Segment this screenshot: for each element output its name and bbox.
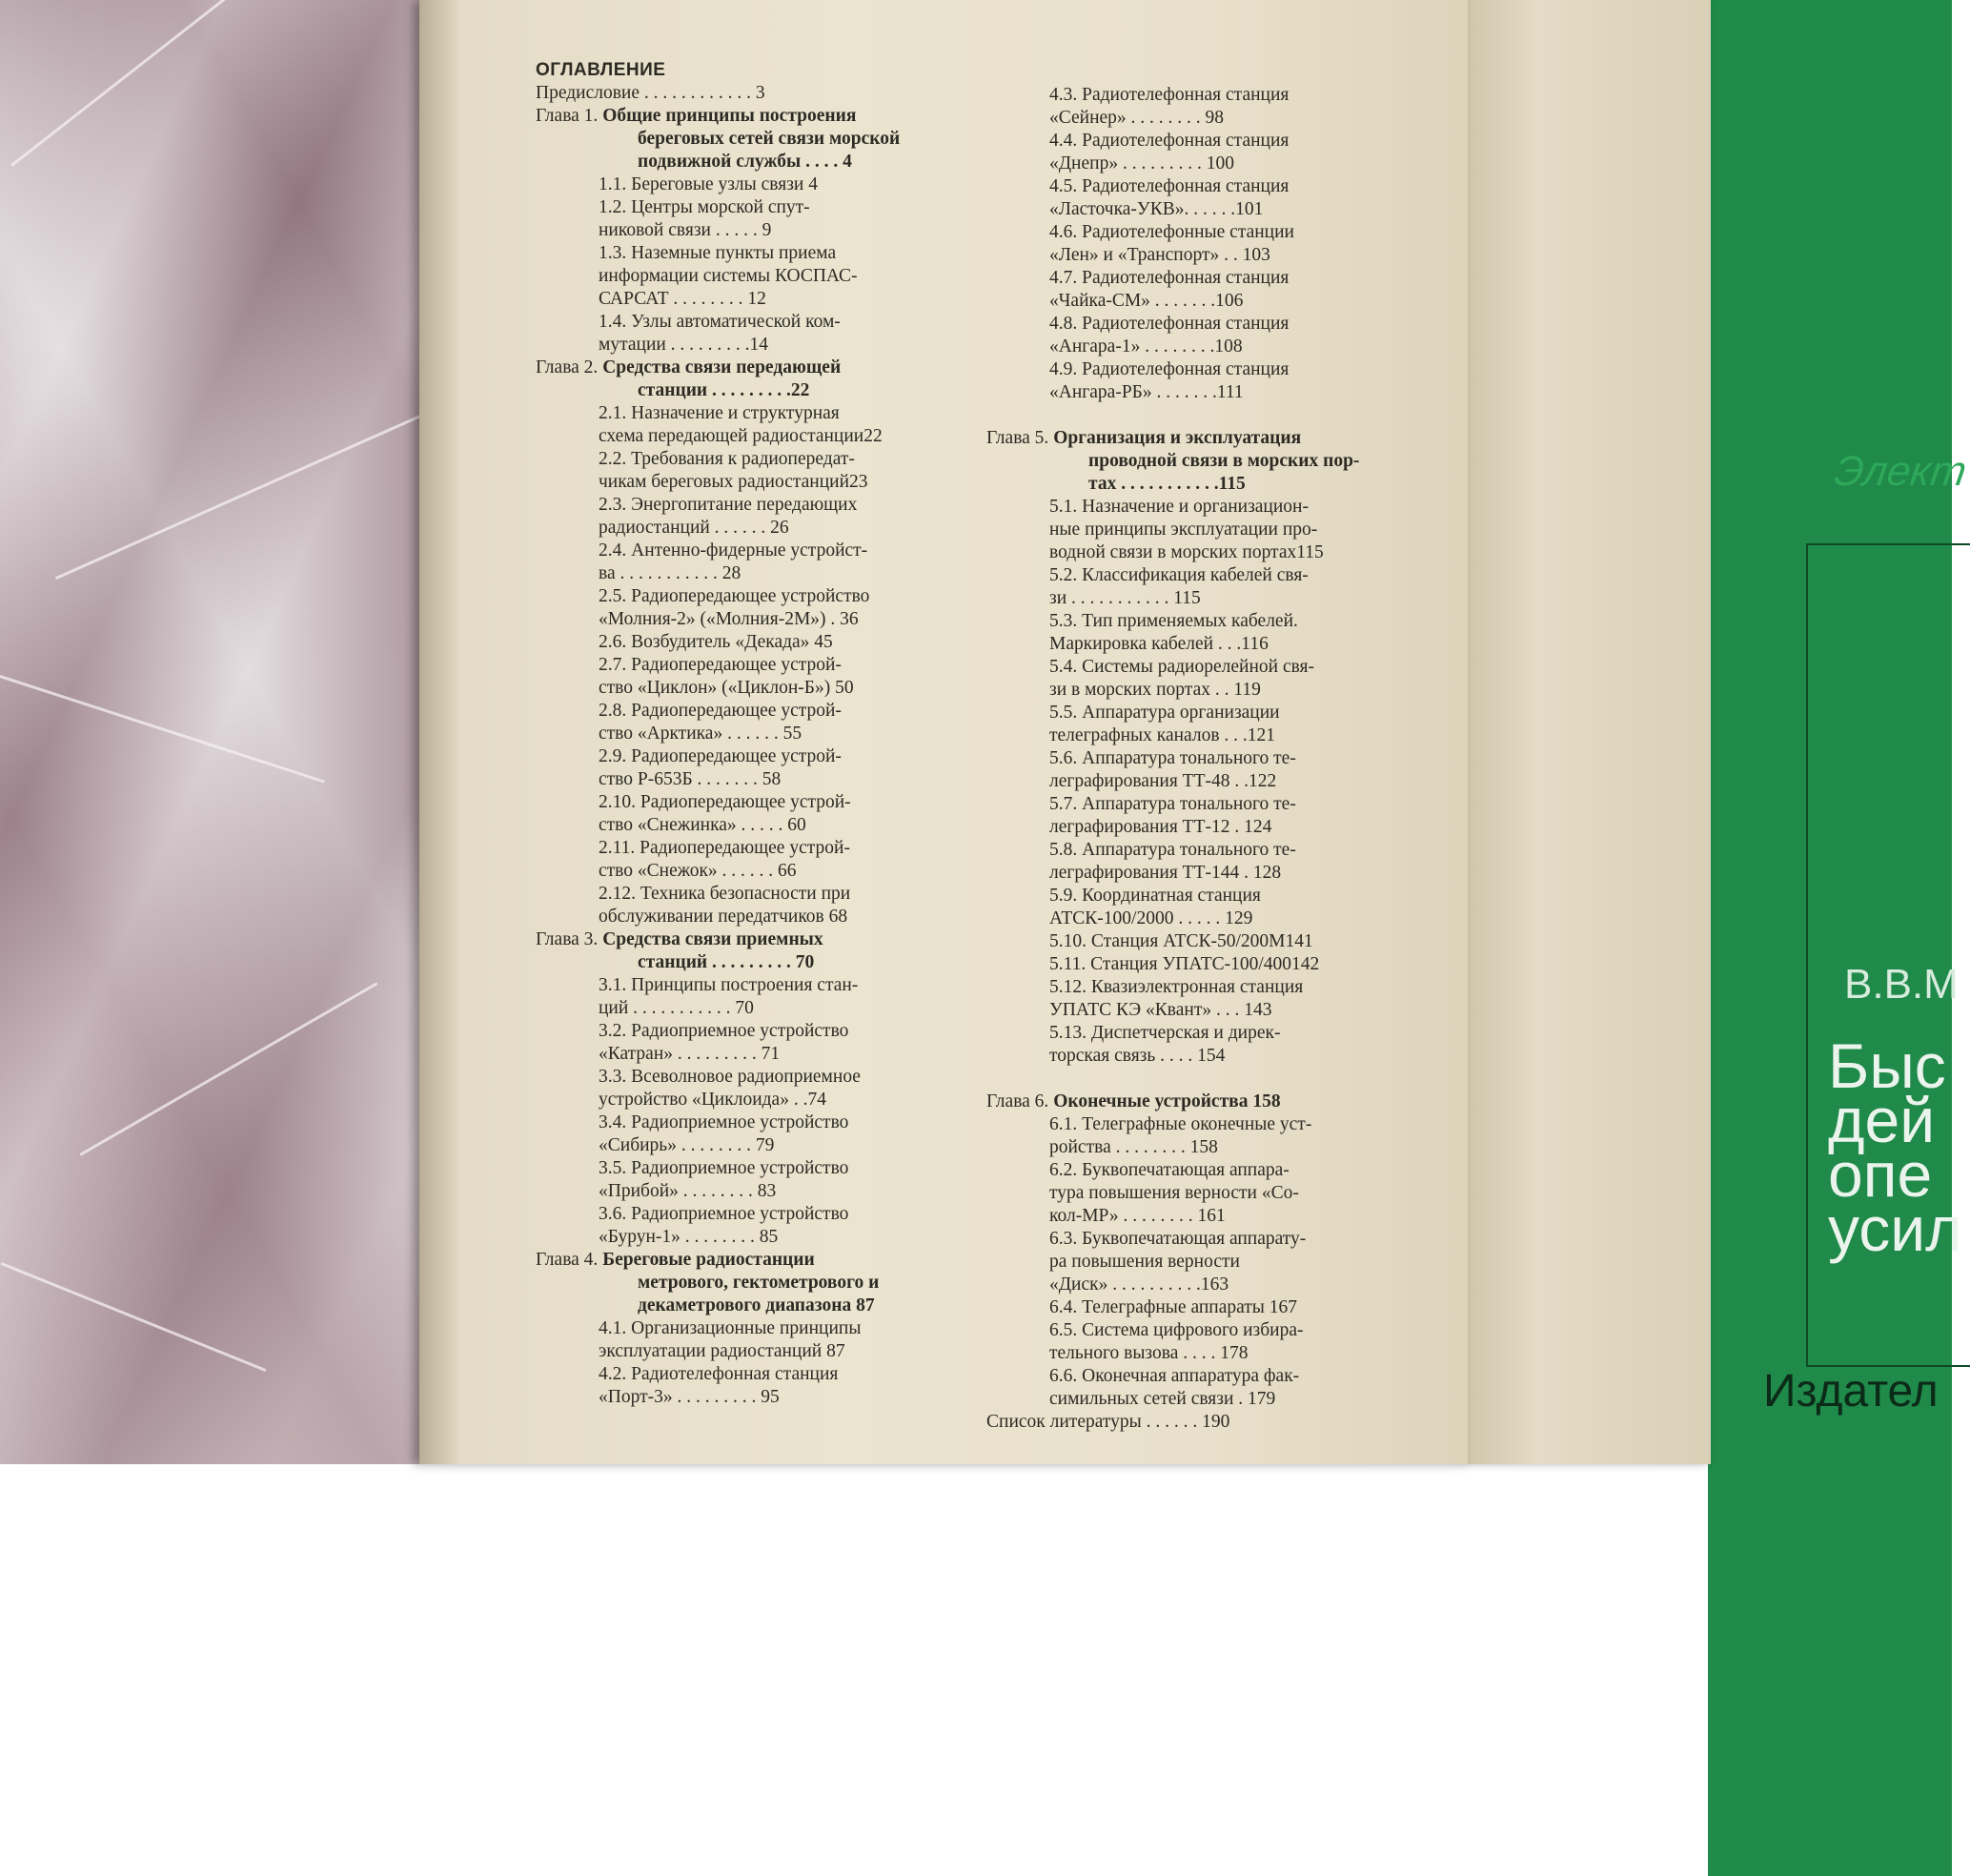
toc-line: торская связь . . . . 154 <box>1049 1046 1226 1066</box>
toc-line: 3.4. Радиоприемное устройство <box>599 1112 849 1132</box>
toc-line: ство «Арктика» . . . . . . 55 <box>599 724 802 744</box>
toc-section-entry <box>536 1111 960 1157</box>
toc-section-entry <box>536 494 960 540</box>
toc-line: 5.9. Координатная станция <box>1049 886 1261 906</box>
toc-line: «Днепр» . . . . . . . . . 100 <box>1049 153 1234 173</box>
toc-line: 3.1. Принципы построения стан- <box>599 975 859 995</box>
toc-section-entry <box>536 196 960 242</box>
toc-line: проводной связи в морских пор- <box>1088 451 1360 471</box>
toc-line: схема передающей радиостанции22 <box>599 426 883 446</box>
toc-section-entry <box>986 976 1398 1022</box>
toc-line: ство «Снежинка» . . . . . 60 <box>599 815 806 835</box>
toc-section-entry <box>536 791 960 837</box>
toc-line: станции . . . . . . . . .22 <box>638 380 810 400</box>
toc-section-entry <box>536 1020 960 1066</box>
toc-line: АТСК-100/2000 . . . . . 129 <box>1049 908 1253 928</box>
cover-title-line: Быс <box>1828 1030 1946 1101</box>
toc-line: симильных сетей связи . 179 <box>1049 1389 1276 1409</box>
toc-line: 2.10. Радиопередающее устрой- <box>599 792 851 812</box>
toc-section-entry <box>536 745 960 791</box>
toc-line: 3.3. Всеволновое радиоприемное <box>599 1067 861 1087</box>
toc-section-entry <box>536 1157 960 1203</box>
toc-section-entry <box>536 1363 960 1409</box>
toc-section-entry <box>536 540 960 585</box>
toc-line: 5.3. Тип применяемых кабелей. <box>1049 611 1298 631</box>
toc-section-entry <box>536 883 960 928</box>
toc-section-entry <box>536 402 960 448</box>
toc-line: 3.5. Радиоприемное устройство <box>599 1158 849 1178</box>
toc-chapter-entry <box>986 1411 1398 1434</box>
toc-section-entry <box>536 173 960 196</box>
toc-line: 6.4. Телеграфные аппараты 167 <box>1049 1297 1298 1317</box>
toc-line: 6.6. Оконечная аппаратура фак- <box>1049 1366 1300 1386</box>
toc-line: «Порт-3» . . . . . . . . . 95 <box>599 1387 780 1407</box>
toc-section-entry <box>986 839 1398 885</box>
toc-line: тельного вызова . . . . 178 <box>1049 1343 1249 1363</box>
toc-line: «Катран» . . . . . . . . . 71 <box>599 1044 781 1064</box>
toc-line: 2.3. Энергопитание передающих <box>599 495 858 515</box>
marble-vein <box>0 1262 266 1372</box>
toc-section-entry <box>986 1319 1398 1365</box>
toc-line: кол-МР» . . . . . . . . 161 <box>1049 1206 1226 1226</box>
toc-section-entry <box>986 221 1398 267</box>
toc-section-entry <box>986 313 1398 358</box>
toc-line: 2.11. Радиопередающее устрой- <box>599 838 850 858</box>
marble-vein <box>10 0 237 167</box>
toc-line: «Бурун-1» . . . . . . . . 85 <box>599 1227 779 1247</box>
toc-chapter-entry <box>536 105 960 173</box>
toc-section-entry <box>536 1066 960 1111</box>
toc-line: чикам береговых радиостанций23 <box>599 472 868 492</box>
toc-line: 5.8. Аппаратура тонального те- <box>1049 840 1296 860</box>
toc-line: 5.4. Системы радиорелейной свя- <box>1049 657 1315 677</box>
toc-section-entry <box>536 1203 960 1249</box>
toc-line: эксплуатации радиостанций 87 <box>599 1341 845 1361</box>
toc-line: 2.1. Назначение и структурная <box>599 403 840 423</box>
toc-line: 2.6. Возбудитель «Декада» 45 <box>599 632 833 652</box>
toc-section-entry <box>986 702 1398 747</box>
toc-line: леграфирования ТТ-48 . .122 <box>1049 771 1277 791</box>
toc-line: ные принципы эксплуатации про- <box>1049 520 1318 540</box>
toc-line: 5.6. Аппаратура тонального те- <box>1049 748 1296 768</box>
toc-line: 1.3. Наземные пункты приема <box>599 243 837 263</box>
marble-vein <box>0 668 325 783</box>
marble-vein <box>79 982 377 1156</box>
toc-section-entry <box>986 1022 1398 1068</box>
toc-section-entry <box>536 242 960 311</box>
toc-line: 2.12. Техника безопасности при <box>599 884 851 904</box>
toc-section-entry <box>986 656 1398 702</box>
toc-section-entry <box>536 654 960 700</box>
toc-chapter-entry <box>986 427 1398 496</box>
toc-section-entry <box>536 700 960 745</box>
toc-section-entry <box>536 1317 960 1363</box>
toc-line: 6.5. Система цифрового избира- <box>1049 1320 1304 1340</box>
toc-chapter-entry <box>536 1249 960 1317</box>
toc-section-entry <box>986 793 1398 839</box>
toc-line: ва . . . . . . . . . . . 28 <box>599 563 741 583</box>
toc-section-entry <box>986 267 1398 313</box>
toc-section-entry <box>986 175 1398 221</box>
toc-line: станций . . . . . . . . . 70 <box>638 952 815 972</box>
cover-title-line: дей <box>1828 1085 1936 1155</box>
toc-line: 5.12. Квазиэлектронная станция <box>1049 977 1304 997</box>
toc-section-entry <box>536 631 960 654</box>
toc-chapter-entry <box>536 82 960 105</box>
toc-line: Список литературы . . . . . . 190 <box>986 1412 1230 1432</box>
toc-line: ра повышения верности <box>1049 1252 1240 1272</box>
toc-section-entry <box>986 130 1398 175</box>
toc-line: Маркировка кабелей . . .116 <box>1049 634 1269 654</box>
toc-line: 2.7. Радиопередающее устрой- <box>599 655 842 675</box>
toc-line: «Ангара-1» . . . . . . . .108 <box>1049 336 1243 357</box>
toc-line: 2.4. Антенно-фидерные устройст- <box>599 540 868 561</box>
toc-line: 4.7. Радиотелефонная станция <box>1049 268 1290 288</box>
toc-section-entry <box>986 610 1398 656</box>
toc-line: «Ласточка-УКВ». . . . . .101 <box>1049 199 1264 219</box>
toc-line: 5.13. Диспетчерская и дирек- <box>1049 1023 1281 1043</box>
toc-line: «Сибирь» . . . . . . . . 79 <box>599 1135 775 1155</box>
toc-line: зи в морских портах . . 119 <box>1049 680 1261 700</box>
toc-section-entry <box>986 930 1398 953</box>
toc-heading: ОГЛАВЛЕНИЕ <box>536 60 666 80</box>
toc-section-entry <box>986 885 1398 930</box>
toc-line: «Диск» . . . . . . . . . .163 <box>1049 1274 1229 1295</box>
toc-line: Глава 5. Организация и эксплуатация <box>986 428 1302 448</box>
toc-line: 1.1. Береговые узлы связи 4 <box>599 174 818 194</box>
toc-line: «Чайка-СМ» . . . . . . .106 <box>1049 291 1244 311</box>
toc-line: 6.1. Телеграфные оконечные уст- <box>1049 1114 1312 1134</box>
cover-title-line: усил <box>1828 1193 1962 1264</box>
toc-line: 5.2. Классификация кабелей свя- <box>1049 565 1309 585</box>
toc-line: Глава 6. Оконечные устройства 158 <box>986 1091 1281 1111</box>
toc-section-entry <box>986 496 1398 564</box>
cover-publisher: Издател <box>1763 1366 1939 1417</box>
toc-line: водной связи в морских портах115 <box>1049 542 1324 562</box>
toc-section-entry <box>986 358 1398 404</box>
toc-right-column <box>986 84 1398 1434</box>
toc-line: 5.1. Назначение и организацион- <box>1049 497 1309 517</box>
toc-line: 2.8. Радиопередающее устрой- <box>599 701 842 721</box>
toc-line: ций . . . . . . . . . . . 70 <box>599 998 754 1018</box>
toc-line: 4.1. Организационные принципы <box>599 1318 862 1338</box>
toc-line: САРСАТ . . . . . . . . 12 <box>599 289 766 309</box>
facing-blank-page <box>1463 0 1711 1464</box>
toc-line: 2.5. Радиопередающее устройство <box>599 586 870 606</box>
toc-section-entry <box>986 1159 1398 1228</box>
toc-section-entry <box>986 747 1398 793</box>
marble-surface <box>0 0 438 1464</box>
toc-line: «Ангара-РБ» . . . . . . .111 <box>1049 382 1244 402</box>
toc-line: декаметрового диапазона 87 <box>638 1295 875 1315</box>
toc-line: ство «Снежок» . . . . . . 66 <box>599 861 797 881</box>
toc-chapter-entry <box>536 357 960 402</box>
toc-section-entry <box>986 84 1398 130</box>
toc-line: 2.9. Радиопередающее устрой- <box>599 746 842 766</box>
toc-line: 5.10. Станция АТСК-50/200М141 <box>1049 931 1313 951</box>
toc-line: Глава 3. Средства связи приемных <box>536 929 823 949</box>
toc-line: никовой связи . . . . . 9 <box>599 220 772 240</box>
toc-line: подвижной службы . . . . 4 <box>638 152 852 172</box>
toc-line: «Молния-2» («Молния-2М») . 36 <box>599 609 859 629</box>
toc-line: 1.2. Центры морской спут- <box>599 197 810 217</box>
toc-line: ство Р-653Б . . . . . . . 58 <box>599 769 782 789</box>
toc-line: 5.7. Аппаратура тонального те- <box>1049 794 1296 814</box>
toc-section-entry <box>986 953 1398 976</box>
toc-line: леграфирования ТТ-144 . 128 <box>1049 863 1282 883</box>
toc-line: «Сейнер» . . . . . . . . 98 <box>1049 108 1225 128</box>
toc-chapter-entry <box>536 928 960 974</box>
toc-line: 6.3. Буквопечатающая аппарату- <box>1049 1229 1307 1249</box>
toc-line: 4.6. Радиотелефонные станции <box>1049 222 1294 242</box>
toc-line: 3.6. Радиоприемное устройство <box>599 1204 849 1224</box>
toc-line: радиостанций . . . . . . 26 <box>599 518 789 538</box>
toc-section-entry <box>986 564 1398 610</box>
toc-line: тура повышения верности «Со- <box>1049 1183 1299 1203</box>
toc-line: Предисловие . . . . . . . . . . . . 3 <box>536 83 765 103</box>
cover-author: В.В.М <box>1844 961 1959 1008</box>
toc-line: мутации . . . . . . . . .14 <box>599 335 769 355</box>
cover-title <box>1828 1030 1962 1264</box>
toc-line: 2.2. Требования к радиопередат- <box>599 449 855 469</box>
toc-line: обслуживании передатчиков 68 <box>599 907 848 927</box>
toc-line: 4.2. Радиотелефонная станция <box>599 1364 839 1384</box>
toc-line: телеграфных каналов . . .121 <box>1049 725 1276 745</box>
toc-chapter-entry <box>986 1091 1398 1113</box>
toc-section-entry <box>986 1113 1398 1159</box>
toc-line: зи . . . . . . . . . . . 115 <box>1049 588 1201 608</box>
cover-title-line: опе <box>1828 1139 1933 1210</box>
toc-section-entry <box>986 1296 1398 1319</box>
toc-line: УПАТС КЭ «Квант» . . . 143 <box>1049 1000 1272 1020</box>
toc-line: 5.5. Аппаратура организации <box>1049 703 1280 723</box>
toc-line: 1.4. Узлы автоматической ком- <box>599 312 841 332</box>
toc-section-entry <box>986 1365 1398 1411</box>
toc-line: 6.2. Буквопечатающая аппара- <box>1049 1160 1290 1180</box>
toc-section-entry <box>986 1228 1398 1296</box>
toc-line: 4.4. Радиотелефонная станция <box>1049 131 1290 151</box>
toc-line: информации системы КОСПАС- <box>599 266 858 286</box>
toc-line: 4.8. Радиотелефонная станция <box>1049 314 1290 334</box>
toc-line: Глава 2. Средства связи передающей <box>536 357 842 377</box>
toc-line: леграфирования ТТ-12 . 124 <box>1049 817 1272 837</box>
toc-line: Глава 1. Общие принципы построения <box>536 106 857 126</box>
toc-line: «Лен» и «Транспорт» . . 103 <box>1049 245 1270 265</box>
toc-line: 3.2. Радиоприемное устройство <box>599 1021 849 1041</box>
toc-line: Глава 4. Береговые радиостанции <box>536 1250 815 1270</box>
toc-line: ство «Циклон» («Циклон-Б») 50 <box>599 678 854 698</box>
toc-line: 5.11. Станция УПАТС-100/400142 <box>1049 954 1320 974</box>
toc-line: 4.9. Радиотелефонная станция <box>1049 359 1290 379</box>
toc-line: 4.3. Радиотелефонная станция <box>1049 85 1290 105</box>
cover-series-title: Элект <box>1831 448 1970 495</box>
toc-section-entry <box>536 448 960 494</box>
toc-section-entry <box>536 585 960 631</box>
toc-line: 4.5. Радиотелефонная станция <box>1049 176 1290 196</box>
marble-vein <box>55 415 422 581</box>
toc-section-entry <box>536 974 960 1020</box>
toc-line: ройства . . . . . . . . 158 <box>1049 1137 1218 1157</box>
toc-line: устройство «Циклоида» . .74 <box>599 1090 826 1110</box>
toc-line: «Прибой» . . . . . . . . 83 <box>599 1181 777 1201</box>
toc-line: метрового, гектометрового и <box>638 1273 880 1293</box>
toc-section-entry <box>536 837 960 883</box>
toc-section-entry <box>536 311 960 357</box>
toc-line: тах . . . . . . . . . . .115 <box>1088 474 1246 494</box>
toc-left-column <box>536 59 960 1409</box>
toc-line: береговых сетей связи морской <box>638 129 901 149</box>
